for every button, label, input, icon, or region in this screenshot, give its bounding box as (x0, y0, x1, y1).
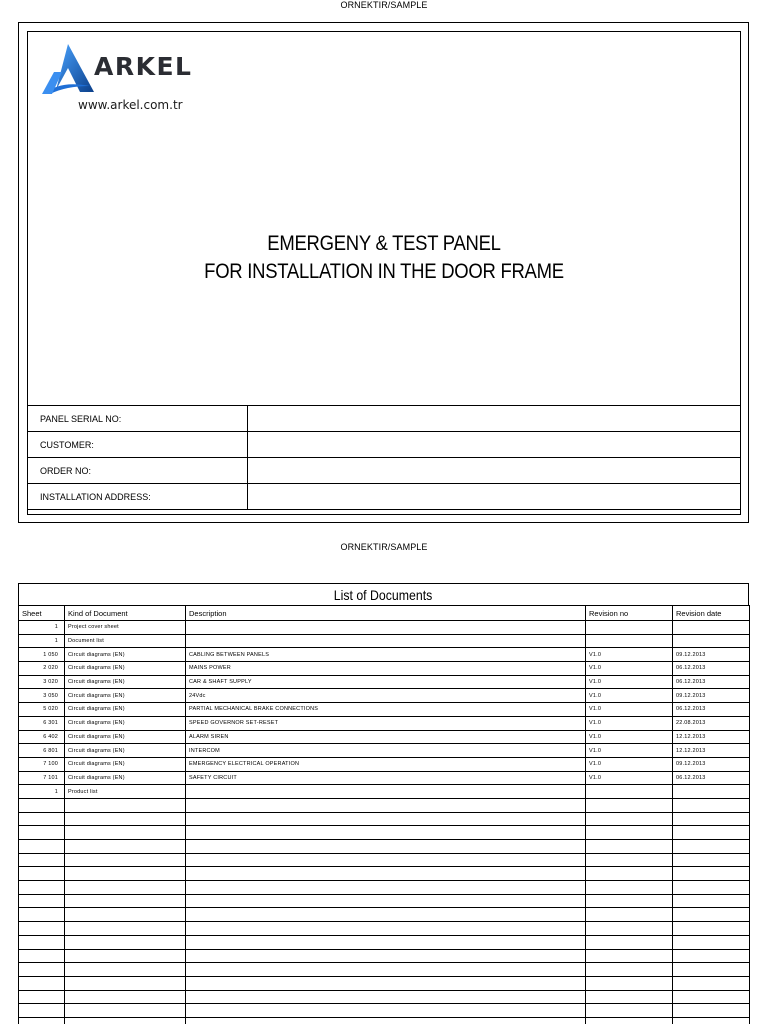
cell-sheet (19, 1004, 65, 1018)
cell-revision-no (586, 826, 673, 840)
list-title-text: List of Documents (334, 587, 433, 603)
cell-description (186, 935, 586, 949)
cell-revision-no: V1.0 (586, 675, 673, 689)
cell-revision-no (586, 963, 673, 977)
cell-description: 24Vdc (186, 689, 586, 703)
cell-kind (65, 1004, 186, 1018)
panel-title-line-2: FOR INSTALLATION IN THE DOOR FRAME (204, 260, 564, 283)
cell-sheet (19, 935, 65, 949)
cell-description (186, 990, 586, 1004)
cell-revision-no (586, 1004, 673, 1018)
cell-sheet: 2 020 (19, 662, 65, 676)
cell-description (186, 634, 586, 648)
logo-wordmark: ARKEL (94, 52, 193, 81)
watermark-top: ORNEKTIR/SAMPLE (340, 0, 428, 10)
cell-revision-no (586, 922, 673, 936)
table-row (19, 757, 750, 771)
info-row-customer (28, 432, 741, 458)
cell-sheet (19, 853, 65, 867)
table-row (19, 648, 750, 662)
cell-revision-no: V1.0 (586, 730, 673, 744)
cell-kind: Circuit diagrams (EN) (65, 716, 186, 730)
cell-kind (65, 798, 186, 812)
cell-revision-no (586, 976, 673, 990)
table-row-empty (19, 922, 750, 936)
cell-revision-date (673, 867, 750, 881)
info-row-address (28, 484, 741, 510)
cell-revision-date (673, 922, 750, 936)
table-row-empty (19, 908, 750, 922)
documents-table-body (19, 621, 750, 1024)
cell-revision-date: 09.12.2013 (673, 648, 750, 662)
cell-revision-no (586, 908, 673, 922)
cell-revision-date (673, 949, 750, 963)
table-row-empty (19, 990, 750, 1004)
cell-description: ALARM SIREN (186, 730, 586, 744)
cell-revision-date (673, 853, 750, 867)
cell-kind (65, 990, 186, 1004)
table-row (19, 703, 750, 717)
cell-description (186, 798, 586, 812)
cell-sheet: 3 050 (19, 689, 65, 703)
cell-revision-no: V1.0 (586, 662, 673, 676)
cell-description (186, 1004, 586, 1018)
field-value[interactable] (248, 406, 741, 432)
cell-sheet: 7 101 (19, 771, 65, 785)
cell-revision-date: 09.12.2013 (673, 689, 750, 703)
cell-revision-date: 09.12.2013 (673, 757, 750, 771)
arkel-logo-icon (40, 42, 96, 96)
cell-kind: Circuit diagrams (EN) (65, 675, 186, 689)
table-row (19, 662, 750, 676)
cell-sheet (19, 798, 65, 812)
table-row-empty (19, 798, 750, 812)
cell-sheet (19, 840, 65, 854)
cell-description: CABLING BETWEEN PANELS (186, 648, 586, 662)
table-row-empty (19, 812, 750, 826)
cell-description: MAINS POWER (186, 662, 586, 676)
table-row-empty (19, 840, 750, 854)
cell-revision-no (586, 798, 673, 812)
cell-kind (65, 949, 186, 963)
table-row-empty (19, 1017, 750, 1024)
cell-revision-no: V1.0 (586, 744, 673, 758)
cell-kind (65, 867, 186, 881)
field-value[interactable] (248, 458, 741, 484)
cell-revision-date (673, 1017, 750, 1024)
cell-revision-no: V1.0 (586, 771, 673, 785)
table-row-empty (19, 867, 750, 881)
cell-revision-date: 12.12.2013 (673, 744, 750, 758)
cell-revision-no (586, 840, 673, 854)
cell-revision-no: V1.0 (586, 648, 673, 662)
table-row-empty (19, 881, 750, 895)
header-revision-no: Revision no (586, 606, 673, 621)
table-row-empty (19, 935, 750, 949)
cell-sheet (19, 867, 65, 881)
cell-revision-date: 06.12.2013 (673, 662, 750, 676)
cell-sheet (19, 963, 65, 977)
cell-sheet (19, 908, 65, 922)
cell-revision-date (673, 976, 750, 990)
cell-sheet (19, 1017, 65, 1024)
cell-revision-no: V1.0 (586, 757, 673, 771)
cell-revision-no (586, 1017, 673, 1024)
table-row (19, 621, 750, 635)
cell-kind: Product list (65, 785, 186, 799)
cell-revision-date: 06.12.2013 (673, 703, 750, 717)
cell-description (186, 894, 586, 908)
table-row-empty (19, 949, 750, 963)
cell-revision-no (586, 785, 673, 799)
cell-sheet: 1 (19, 621, 65, 635)
cell-sheet: 1 050 (19, 648, 65, 662)
cell-kind: Circuit diagrams (EN) (65, 648, 186, 662)
info-row-serial (28, 406, 741, 432)
cell-revision-date (673, 812, 750, 826)
table-row-empty (19, 963, 750, 977)
cell-sheet (19, 826, 65, 840)
cell-revision-no (586, 867, 673, 881)
cell-sheet (19, 922, 65, 936)
cell-revision-date (673, 881, 750, 895)
cell-revision-no (586, 894, 673, 908)
cell-sheet (19, 812, 65, 826)
cell-sheet (19, 990, 65, 1004)
cell-kind: Document list (65, 634, 186, 648)
field-value[interactable] (248, 432, 741, 458)
field-label: PANEL SERIAL NO: (28, 406, 248, 432)
cell-description (186, 976, 586, 990)
cell-revision-date (673, 894, 750, 908)
table-row (19, 730, 750, 744)
table-header-row (19, 606, 750, 621)
cell-revision-no (586, 621, 673, 635)
cell-kind (65, 976, 186, 990)
cell-sheet: 6 301 (19, 716, 65, 730)
cell-revision-date (673, 826, 750, 840)
cell-revision-date (673, 935, 750, 949)
panel-title-line-1: EMERGENY & TEST PANEL (267, 232, 501, 255)
table-row (19, 689, 750, 703)
table-row (19, 634, 750, 648)
cell-sheet: 3 020 (19, 675, 65, 689)
cell-revision-no (586, 634, 673, 648)
cell-description (186, 908, 586, 922)
arkel-logo (40, 42, 240, 118)
cell-kind (65, 908, 186, 922)
cell-revision-date (673, 798, 750, 812)
cell-description: EMERGENCY ELECTRICAL OPERATION (186, 757, 586, 771)
cell-revision-date: 12.12.2013 (673, 730, 750, 744)
table-row (19, 771, 750, 785)
cell-description: PARTIAL MECHANICAL BRAKE CONNECTIONS (186, 703, 586, 717)
cell-sheet: 6 801 (19, 744, 65, 758)
cell-revision-no (586, 853, 673, 867)
cell-kind (65, 922, 186, 936)
cell-revision-date: 22.08.2013 (673, 716, 750, 730)
field-value[interactable] (248, 484, 741, 510)
cell-description (186, 840, 586, 854)
cell-revision-date (673, 634, 750, 648)
cell-kind (65, 963, 186, 977)
table-row-empty (19, 826, 750, 840)
watermark-middle: ORNEKTIR/SAMPLE (340, 542, 428, 552)
cell-revision-no: V1.0 (586, 716, 673, 730)
cell-sheet (19, 881, 65, 895)
cell-kind: Circuit diagrams (EN) (65, 703, 186, 717)
cell-description (186, 949, 586, 963)
cell-kind (65, 840, 186, 854)
cell-description (186, 785, 586, 799)
table-row-empty (19, 1004, 750, 1018)
cell-description (186, 922, 586, 936)
header-description: Description (186, 606, 586, 621)
cell-kind: Circuit diagrams (EN) (65, 771, 186, 785)
table-row-empty (19, 853, 750, 867)
cell-description: INTERCOM (186, 744, 586, 758)
cell-kind: Circuit diagrams (EN) (65, 689, 186, 703)
cell-kind (65, 894, 186, 908)
cell-revision-date: 06.12.2013 (673, 675, 750, 689)
cell-revision-no (586, 935, 673, 949)
header-kind: Kind of Document (65, 606, 186, 621)
field-label: INSTALLATION ADDRESS: (28, 484, 248, 510)
cell-kind (65, 812, 186, 826)
cell-sheet: 7 100 (19, 757, 65, 771)
cell-kind (65, 881, 186, 895)
header-sheet: Sheet (19, 606, 65, 621)
cell-sheet (19, 949, 65, 963)
cell-revision-no: V1.0 (586, 703, 673, 717)
cell-sheet: 1 (19, 785, 65, 799)
documents-table (18, 605, 750, 1024)
cell-kind: Circuit diagrams (EN) (65, 757, 186, 771)
cell-kind: Project cover sheet (65, 621, 186, 635)
list-title (18, 583, 749, 605)
table-row-empty (19, 894, 750, 908)
logo-website: www.arkel.com.tr (78, 98, 183, 112)
cell-sheet (19, 976, 65, 990)
panel-info-table (27, 405, 741, 510)
cell-kind (65, 853, 186, 867)
cell-description (186, 853, 586, 867)
list-of-documents (18, 583, 749, 1024)
table-row (19, 785, 750, 799)
field-label: CUSTOMER: (28, 432, 248, 458)
header-revision-date: Revision date (673, 606, 750, 621)
cell-revision-no (586, 812, 673, 826)
cell-revision-date (673, 1004, 750, 1018)
cell-description (186, 621, 586, 635)
table-row-empty (19, 976, 750, 990)
cell-revision-no (586, 949, 673, 963)
cell-description (186, 881, 586, 895)
cell-revision-date (673, 963, 750, 977)
field-label: ORDER NO: (28, 458, 248, 484)
cell-revision-date: 06.12.2013 (673, 771, 750, 785)
cell-revision-no (586, 881, 673, 895)
cell-sheet: 5 020 (19, 703, 65, 717)
cell-revision-date (673, 621, 750, 635)
cell-description (186, 963, 586, 977)
cell-kind: Circuit diagrams (EN) (65, 730, 186, 744)
cell-kind: Circuit diagrams (EN) (65, 744, 186, 758)
cell-description: CAR & SHAFT SUPPLY (186, 675, 586, 689)
cell-sheet (19, 894, 65, 908)
cell-description (186, 1017, 586, 1024)
cell-kind: Circuit diagrams (EN) (65, 662, 186, 676)
cell-revision-date (673, 908, 750, 922)
table-row (19, 716, 750, 730)
table-row (19, 675, 750, 689)
cell-kind (65, 826, 186, 840)
cell-sheet: 6 402 (19, 730, 65, 744)
cell-description (186, 826, 586, 840)
cell-revision-date (673, 990, 750, 1004)
cell-revision-no: V1.0 (586, 689, 673, 703)
info-row-order (28, 458, 741, 484)
cell-sheet: 1 (19, 634, 65, 648)
cell-description: SPEED GOVERNOR SET-RESET (186, 716, 586, 730)
cell-revision-date (673, 785, 750, 799)
cell-description: SAFETY CIRCUIT (186, 771, 586, 785)
cell-revision-date (673, 840, 750, 854)
table-row (19, 744, 750, 758)
cell-description (186, 867, 586, 881)
cell-description (186, 812, 586, 826)
cell-revision-no (586, 990, 673, 1004)
cell-kind (65, 1017, 186, 1024)
cell-kind (65, 935, 186, 949)
